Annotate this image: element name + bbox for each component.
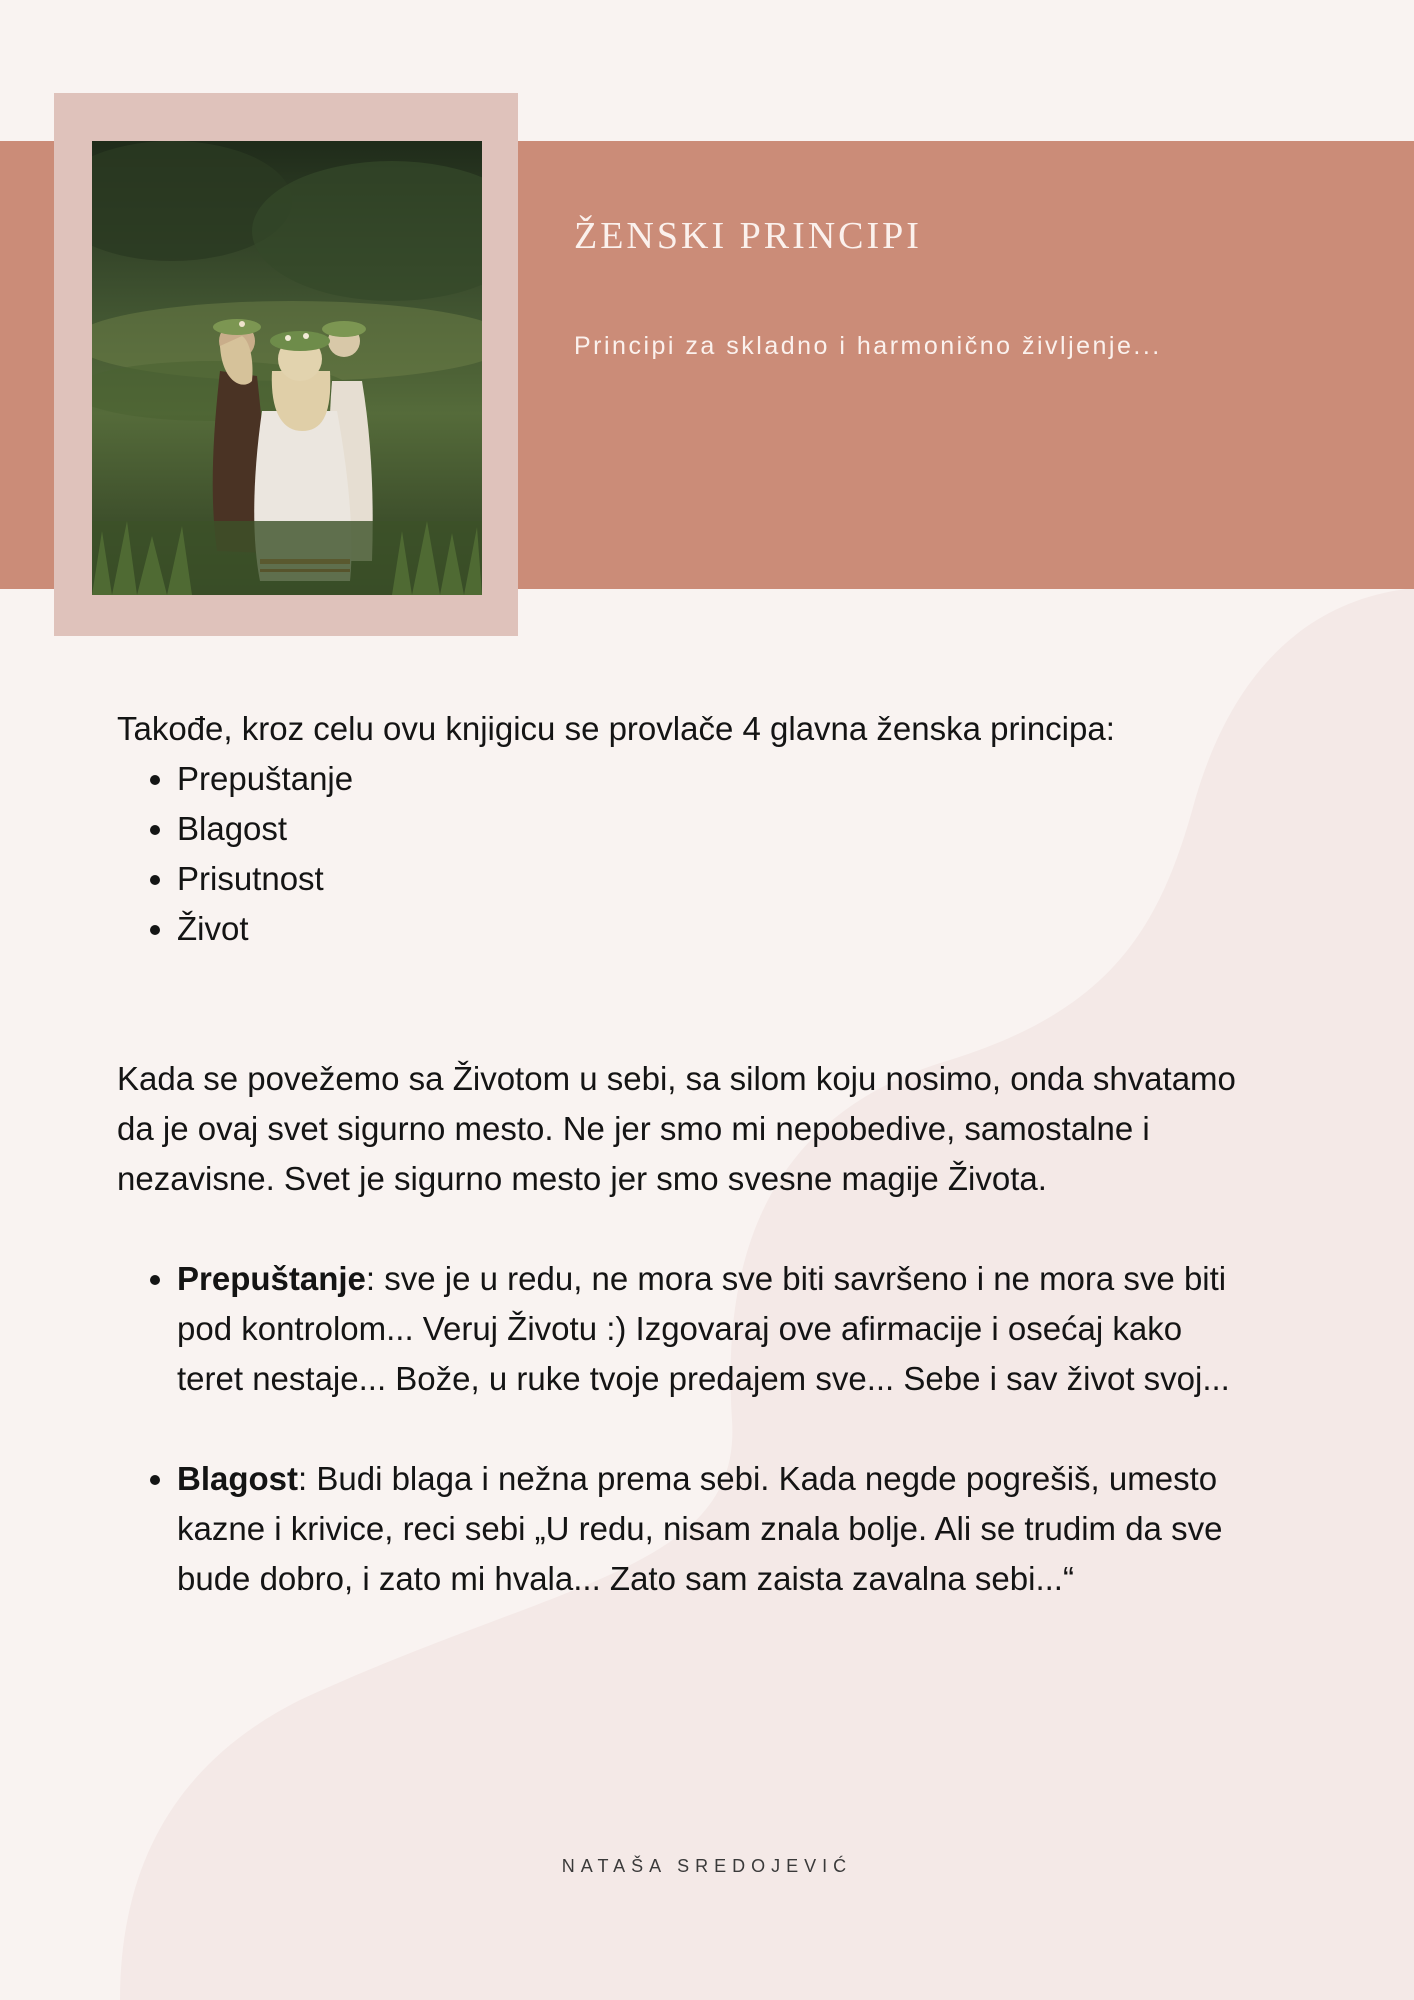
detail-term: Prepuštanje: [177, 1260, 366, 1297]
main-content: [117, 704, 1247, 1604]
principles-details-list: [117, 1254, 1247, 1604]
body-paragraph: Kada se povežemo sa Životom u sebi, sa silom koju nosimo, onda shvatamo da je ovaj svet sigurno mesto. Ne jer smo mi nepobedive, samostalne i nezavisne. Svet je sigurno mesto jer smo svesne magije Života.: [117, 1060, 1236, 1197]
page-title: ŽENSKI PRINCIPI: [574, 215, 922, 257]
header-photo: [92, 141, 482, 595]
principles-list: [117, 754, 1247, 954]
intro-text: Takođe, kroz celu ovu knjigicu se provlače 4 glavna ženska principa:: [117, 710, 1115, 747]
list-item: • Prepuštanje: [177, 754, 1247, 804]
detail-text: : Budi blaga i nežna prema sebi. Kada negde pogrešiš, umesto kazne i krivice, reci sebi „U redu, nisam znala bolje. Ali se trudim da sve bude dobro, i zato mi hvala... Zato sam zaista zavalna sebi...“: [177, 1460, 1223, 1597]
list-item: • Prisutnost: [177, 854, 1247, 904]
list-item: • Život: [177, 904, 1247, 954]
footer-author: NATAŠA SREDOJEVIĆ: [561, 1856, 853, 1876]
detail-text: : sve je u redu, ne mora sve biti savršeno i ne mora sve biti pod kontrolom... Veruj Životu :) Izgovaraj ove afirmacije i osećaj kako teret nestaje... Bože, u ruke tvoje predajem sve... Sebe i sav život svoj...: [177, 1260, 1230, 1397]
list-item: • Blagost: [177, 804, 1247, 854]
detail-item: [177, 1454, 1247, 1604]
detail-term: Blagost: [177, 1460, 299, 1497]
detail-item: [177, 1254, 1247, 1404]
page-subtitle: Principi za skladno i harmonično življenje...: [574, 332, 1162, 360]
